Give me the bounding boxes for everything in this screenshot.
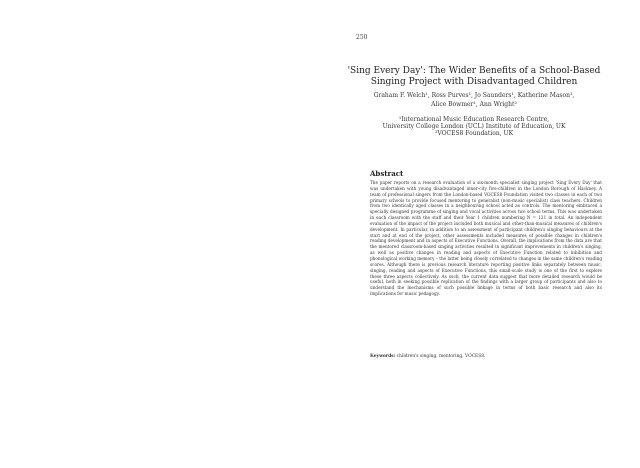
author-line: Graham F. Welch¹, Ross Purves¹, Jo Saunders¹, Katherine Mason¹, (373, 92, 575, 99)
paper-title: 'Sing Every Day': The Wider Benefits of a School-Based Singing Project with Disadvantaged Children (347, 66, 601, 87)
affiliation-line: University College London (UCL) Institute of Education, UK (382, 123, 566, 130)
keywords-text: children's singing, mentoring, VOCES8. (396, 354, 486, 359)
author-list (346, 91, 602, 109)
affiliation-line: ²VOCES8 Foundation, UK (434, 130, 514, 137)
keywords (370, 354, 602, 360)
abstract-body: The paper reports on a research evaluation of a six-month specialist singing project 'Sing Every Day' that was undertaken with young disadvantaged inner-city five-children in the London Borough of Hackney. A team of professional singers from the London-based VOCES8 Foundation visited two classes in each of two primary schools to provide focused mentoring to generalist (non-music specialist) class teachers. Children from two identically aged classes in a neighbouring school acted as controls. The mentoring embraced a specially designed programme of singing and vocal activities across two school terms. This was undertaken in each classroom with the staff and their Year 1 children numbering N = 121 in total. An independent evaluation of the impact of the project included both musical and other-than-musical measures of children's development. In particular, in addition to an assessment of participant children's singing behaviours at the start and at end of the project, other assessments included measures of possible changes in children's reading development and in aspects of Executive Functions. Overall, the implications from the data are that the mentored classroom-based singing activities resulted in significant improvements in children's singing, as well as positive changes in reading and aspects of Executive Function related to inhibition and phonological working memory – the latter being closely correlated to changes in the same children's reading scores. Although there is previous research literature reporting positive links separately between music, singing, reading and aspects of Executive Functions, this small-scale study is one of the first to explore these three aspects collectively. As such, the current data suggest that more detailed research would be useful, both in seeking possible replication of the findings with a larger group of participants and also to understand the mechanisms of such possible linkage in terms of both basic research and also its implications for music pedagogy. (370, 180, 602, 297)
keywords-label: Keywords: (370, 354, 396, 359)
affiliation-line: ¹International Music Education Research Centre, (398, 116, 550, 123)
author-line: Alice Bowmer¹, Ann Wright² (431, 101, 517, 108)
affiliation-list (346, 116, 602, 137)
page-number: 250 (356, 34, 368, 41)
abstract-heading: Abstract (370, 169, 404, 178)
